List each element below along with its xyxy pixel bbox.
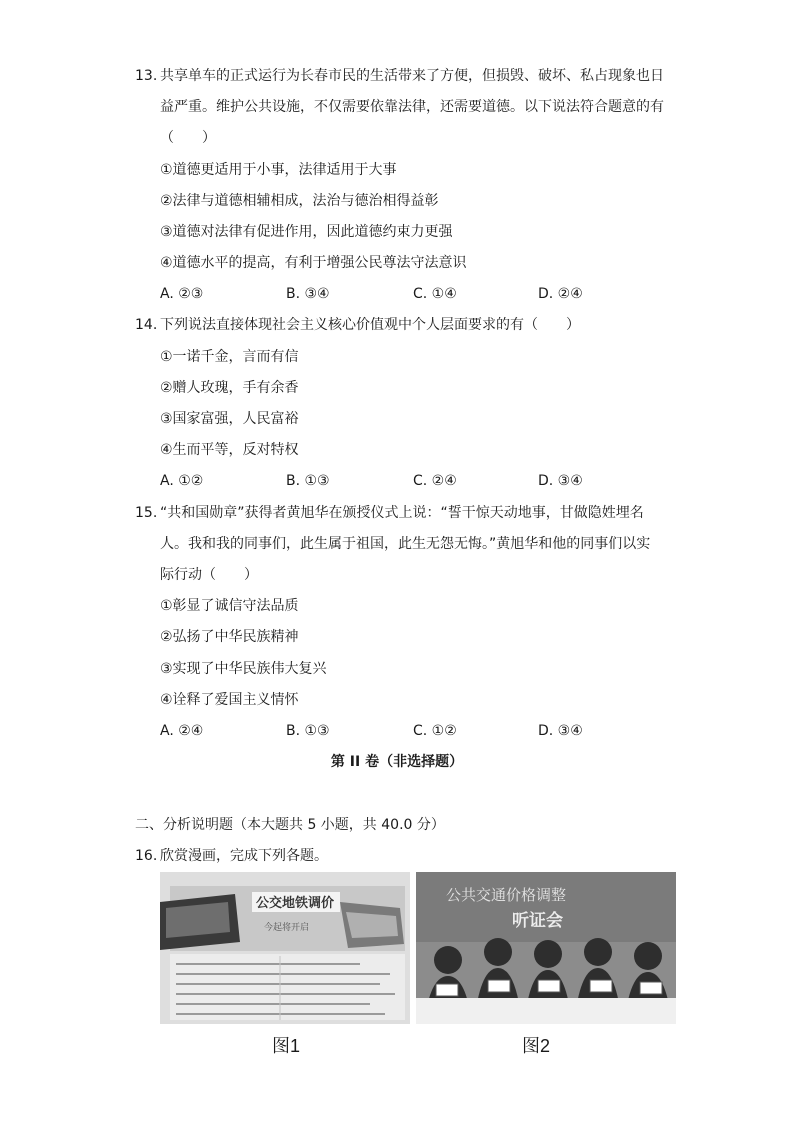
q13-option-a[interactable]: A. ②③ — [160, 286, 204, 302]
figure-1-image — [160, 872, 410, 1024]
q14-statement-2: ②赠人玫瑰，手有余香 — [160, 380, 299, 396]
figure-2-image — [416, 872, 676, 1024]
q15-option-c[interactable]: C. ①② — [413, 723, 457, 739]
q13-statement-1: ①道德更适用于小事，法律适用于大事 — [160, 162, 397, 178]
figure-1-sub-text: 今起将开启 — [264, 923, 310, 933]
q16-figures — [160, 872, 676, 1024]
figure-1-sign-text: 公交地铁调价 — [256, 896, 335, 911]
figure-2-banner-text: 公共交通价格调整 — [446, 886, 567, 904]
q13-option-d[interactable]: D. ②④ — [538, 286, 583, 302]
figure-1-caption: 图1 — [272, 1036, 301, 1056]
q15-stem-line-2: 人。我和我的同事们，此生属于祖国，此生无怨无悔。”黄旭华和他的同事们以实 — [160, 536, 651, 552]
q15-number: 15. — [135, 505, 158, 521]
q14-option-d[interactable]: D. ③④ — [538, 473, 583, 489]
q15-stem-line-3: 际行动（ ） — [160, 567, 258, 583]
q15-option-b[interactable]: B. ①③ — [286, 723, 330, 739]
figure-1-drawing — [160, 872, 410, 1024]
q13-option-b[interactable]: B. ③④ — [286, 286, 330, 302]
section2-heading: 二、分析说明题（本大题共 5 小题，共 40.0 分） — [135, 817, 445, 833]
q14-option-a[interactable]: A. ①② — [160, 473, 204, 489]
q14-statement-3: ③国家富强，人民富裕 — [160, 411, 299, 427]
q14-number: 14. — [135, 317, 158, 333]
q13-statement-3: ③道德对法律有促进作用，因此道德约束力更强 — [160, 224, 453, 240]
q13-stem-line-1: 共享单车的正式运行为长春市民的生活带来了方便，但损毁、破坏、私占现象也日 — [160, 68, 664, 84]
q15-statement-2: ②弘扬了中华民族精神 — [160, 629, 299, 645]
q15-option-d[interactable]: D. ③④ — [538, 723, 583, 739]
q13-option-c[interactable]: C. ①④ — [413, 286, 457, 302]
q14-option-b[interactable]: B. ①③ — [286, 473, 330, 489]
figure-2-drawing — [416, 872, 676, 1024]
q16-number: 16. — [135, 848, 158, 864]
q15-statement-1: ①彰显了诚信守法品质 — [160, 598, 299, 614]
q14-option-c[interactable]: C. ②④ — [413, 473, 457, 489]
q13-stem-line-3: （ ） — [160, 130, 216, 146]
q14-statement-4: ④生而平等，反对特权 — [160, 442, 299, 458]
q13-statement-4: ④道德水平的提高，有利于增强公民尊法守法意识 — [160, 255, 467, 271]
figure-2-caption: 图2 — [522, 1036, 551, 1056]
q13-stem-line-2: 益严重。维护公共设施，不仅需要依靠法律，还需要道德。以下说法符合题意的有 — [160, 99, 664, 115]
q15-option-a[interactable]: A. ②④ — [160, 723, 204, 739]
part2-title: 第 II 卷（非选择题） — [330, 754, 464, 770]
q13-number: 13. — [135, 68, 158, 84]
q14-statement-1: ①一诺千金，言而有信 — [160, 349, 299, 365]
q15-stem-line-1: “共和国勋章”获得者黄旭华在颁授仪式上说：“誓干惊天动地事，甘做隐姓埋名 — [160, 505, 644, 521]
figure-2-banner-text-2: 听证会 — [512, 911, 563, 931]
q15-statement-3: ③实现了中华民族伟大复兴 — [160, 661, 327, 677]
q16-text: 欣赏漫画，完成下列各题。 — [160, 848, 328, 864]
q13-statement-2: ②法律与道德相辅相成，法治与德治相得益彰 — [160, 193, 439, 209]
q15-statement-4: ④诠释了爱国主义情怀 — [160, 692, 299, 708]
q14-stem-line-1: 下列说法直接体现社会主义核心价值观中个人层面要求的有（ ） — [160, 317, 580, 333]
